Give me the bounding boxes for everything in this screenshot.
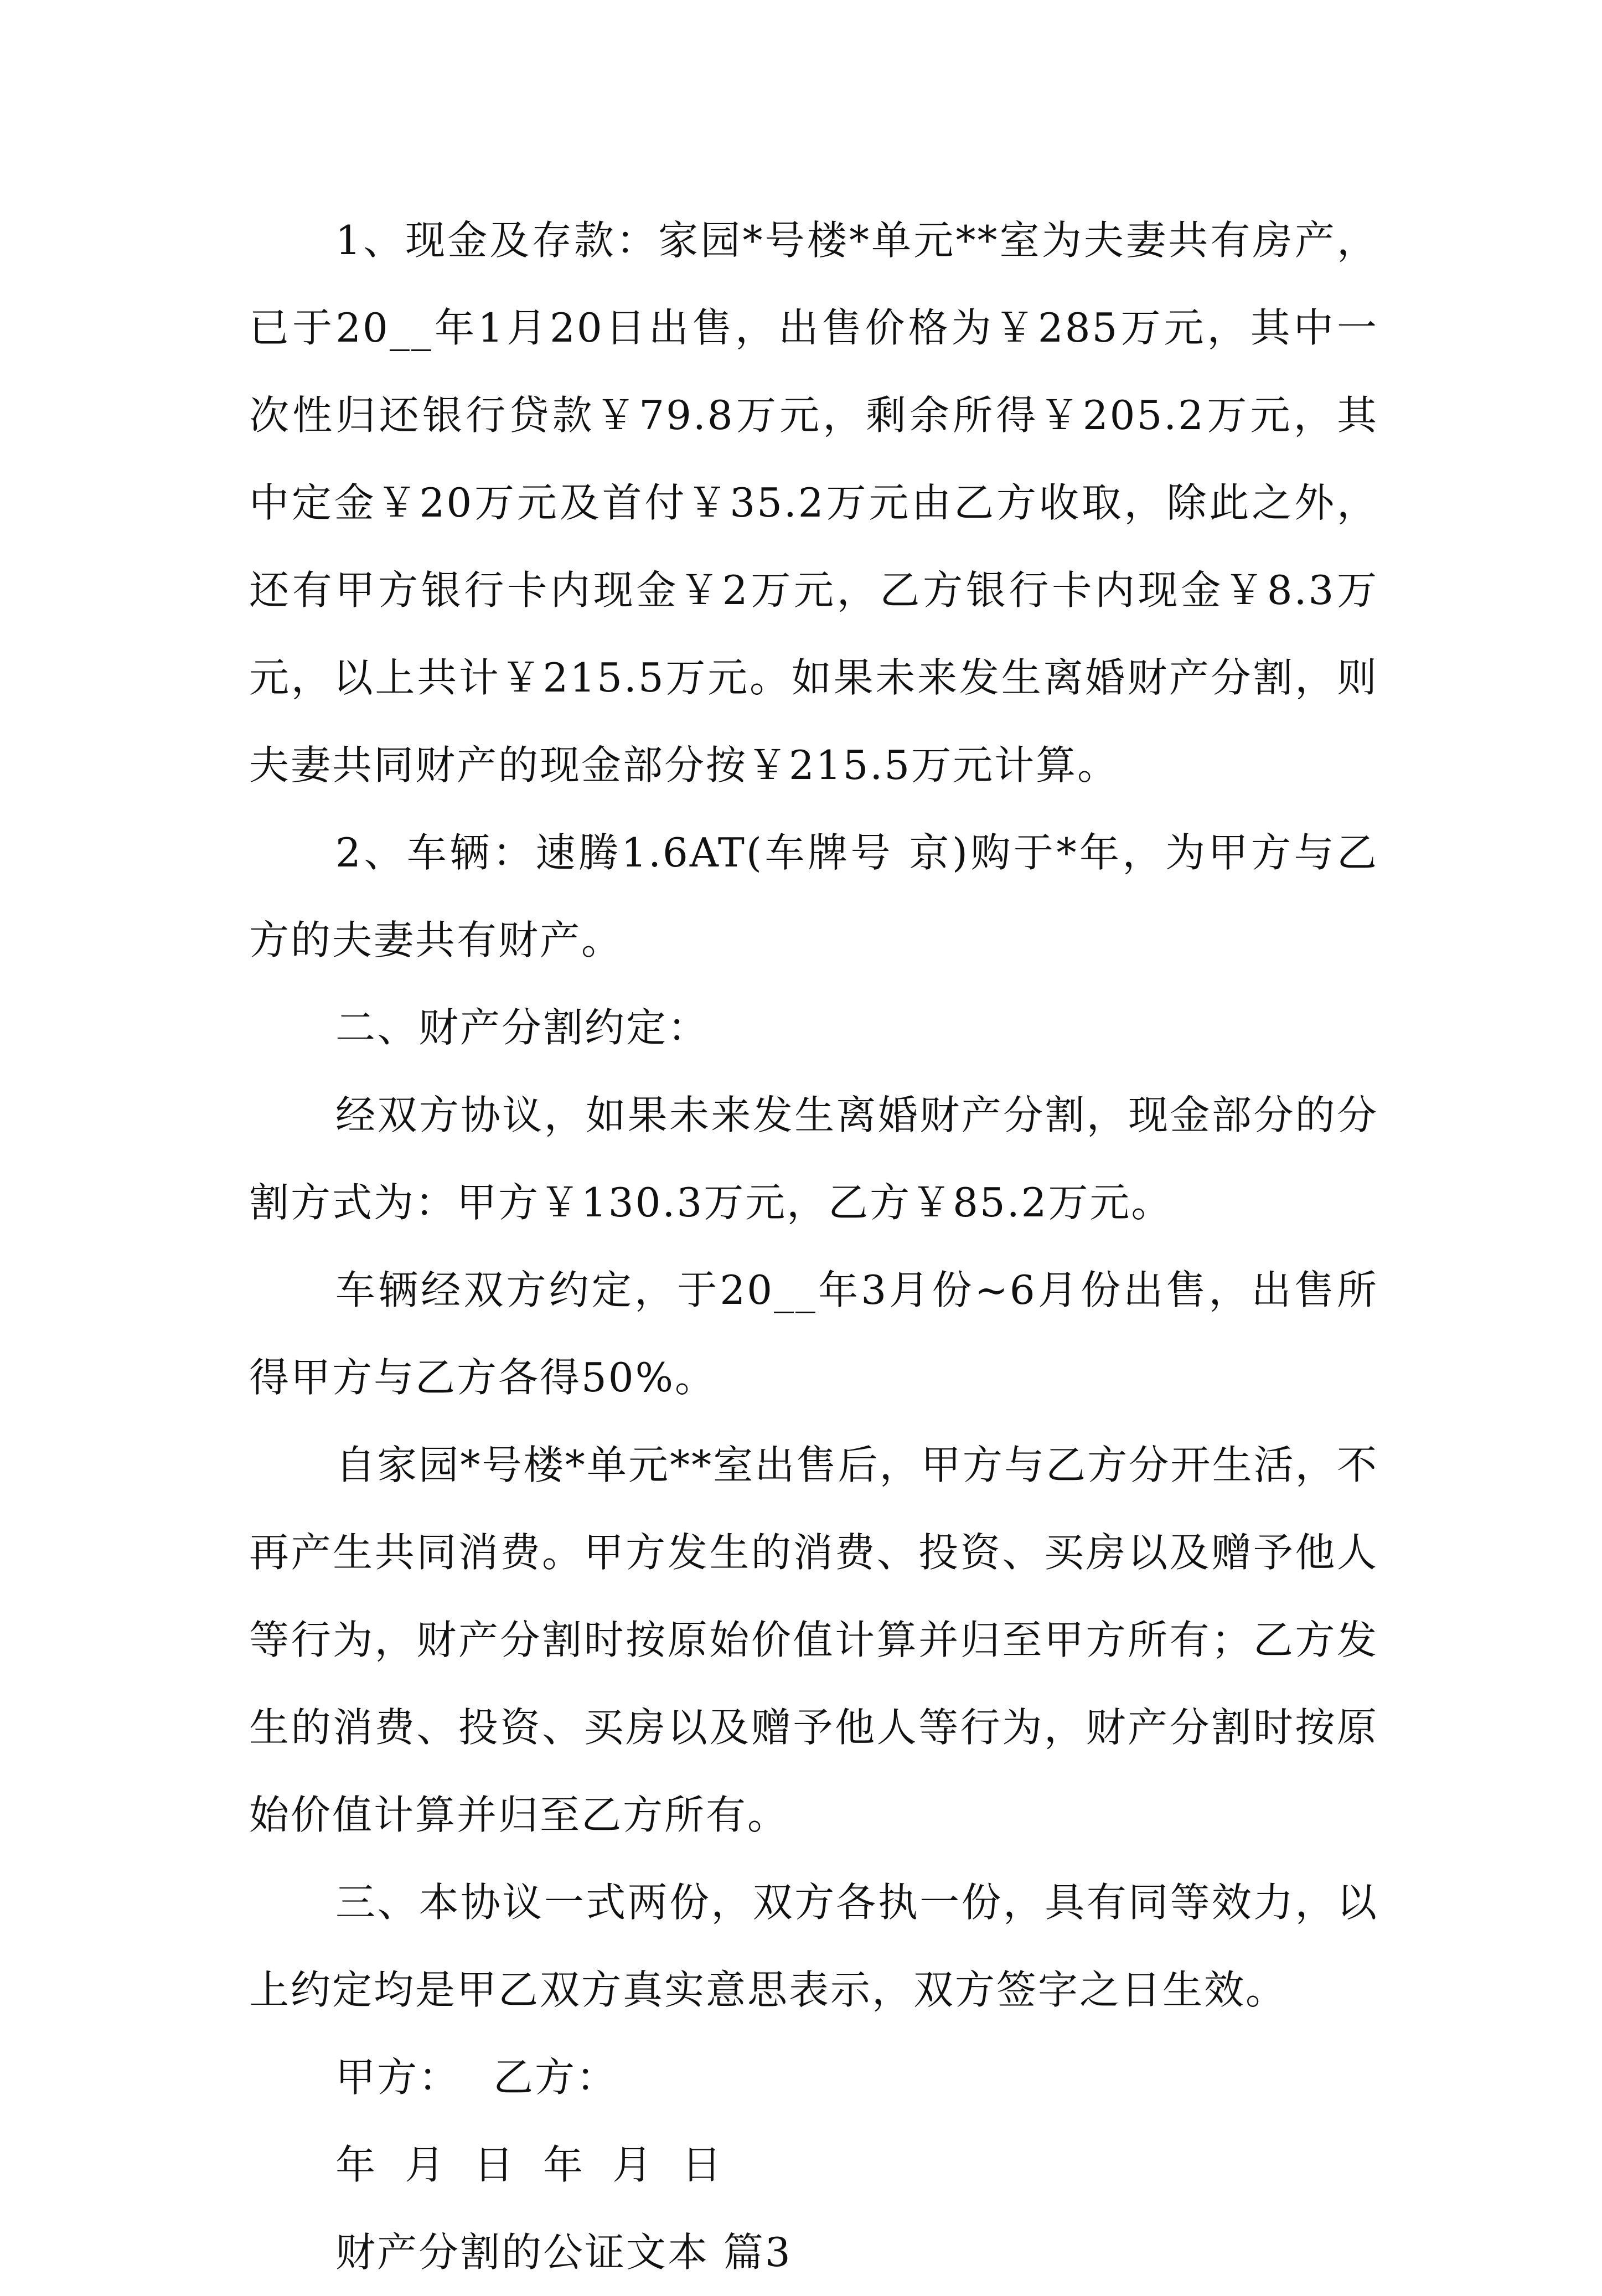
section-heading-division: 二、财产分割约定： bbox=[335, 1004, 710, 1051]
signature-line bbox=[249, 2034, 1378, 2121]
party-b-label: 乙方： bbox=[493, 2054, 618, 2101]
paragraph-cash-division: 经双方协议，如果未来发生离婚财产分割，现金部分的分割方式为：甲方￥130.3万元，乙方￥85.2万元。 bbox=[249, 1092, 1378, 1226]
paragraph-separate-living: 自家园*号楼*单元**室出售后，甲方与乙方分开生活，不再产生共同消费。甲方发生的消费、投资、买房以及赠予他人等行为，财产分割时按原始价值计算并归至甲方所有；乙方发生的消费、投资、买房以及赠予他人等行为，财产分割时按原始价值计算并归至乙方所有。 bbox=[249, 1442, 1378, 1838]
party-a-label: 甲方： bbox=[335, 2054, 461, 2101]
paragraph-vehicle-sale: 车辆经双方约定，于20__年3月份~6月份出售，出售所得甲方与乙方各得50%。 bbox=[249, 1267, 1378, 1401]
next-section-heading: 财产分割的公证文本 篇3 bbox=[335, 2229, 792, 2276]
date-line bbox=[249, 2121, 1378, 2209]
document-body bbox=[249, 197, 1378, 2296]
party-b-year: 年 bbox=[543, 2142, 585, 2188]
party-b-month: 月 bbox=[612, 2142, 654, 2188]
party-a-day: 日 bbox=[474, 2142, 516, 2188]
party-a-month: 月 bbox=[405, 2142, 447, 2188]
party-a-year: 年 bbox=[335, 2142, 378, 2188]
party-b-day: 日 bbox=[681, 2142, 724, 2188]
paragraph-agreement-copies: 三、本协议一式两份，双方各执一份，具有同等效力，以上约定均是甲乙双方真实意思表示，双方签字之日生效。 bbox=[249, 1879, 1378, 2013]
paragraph-vehicle: 2、车辆：速腾1.6AT(车牌号 京)购于*年，为甲方与乙方的夫妻共有财产。 bbox=[249, 829, 1378, 963]
paragraph-cash-deposits: 1、现金及存款：家园*号楼*单元**室为夫妻共有房产，已于20__年1月20日出售，出售价格为￥285万元，其中一次性归还银行贷款￥79.8万元，剩余所得￥205.2万元，其中定金￥20万元及首付￥35.2万元由乙方收取，除此之外，还有甲方银行卡内现金￥2万元，乙方银行卡内现金￥8.3万元，以上共计￥215.5万元。如果未来发生离婚财产分割，则夫妻共同财产的现金部分按￥215.5万元计算。 bbox=[249, 217, 1378, 788]
